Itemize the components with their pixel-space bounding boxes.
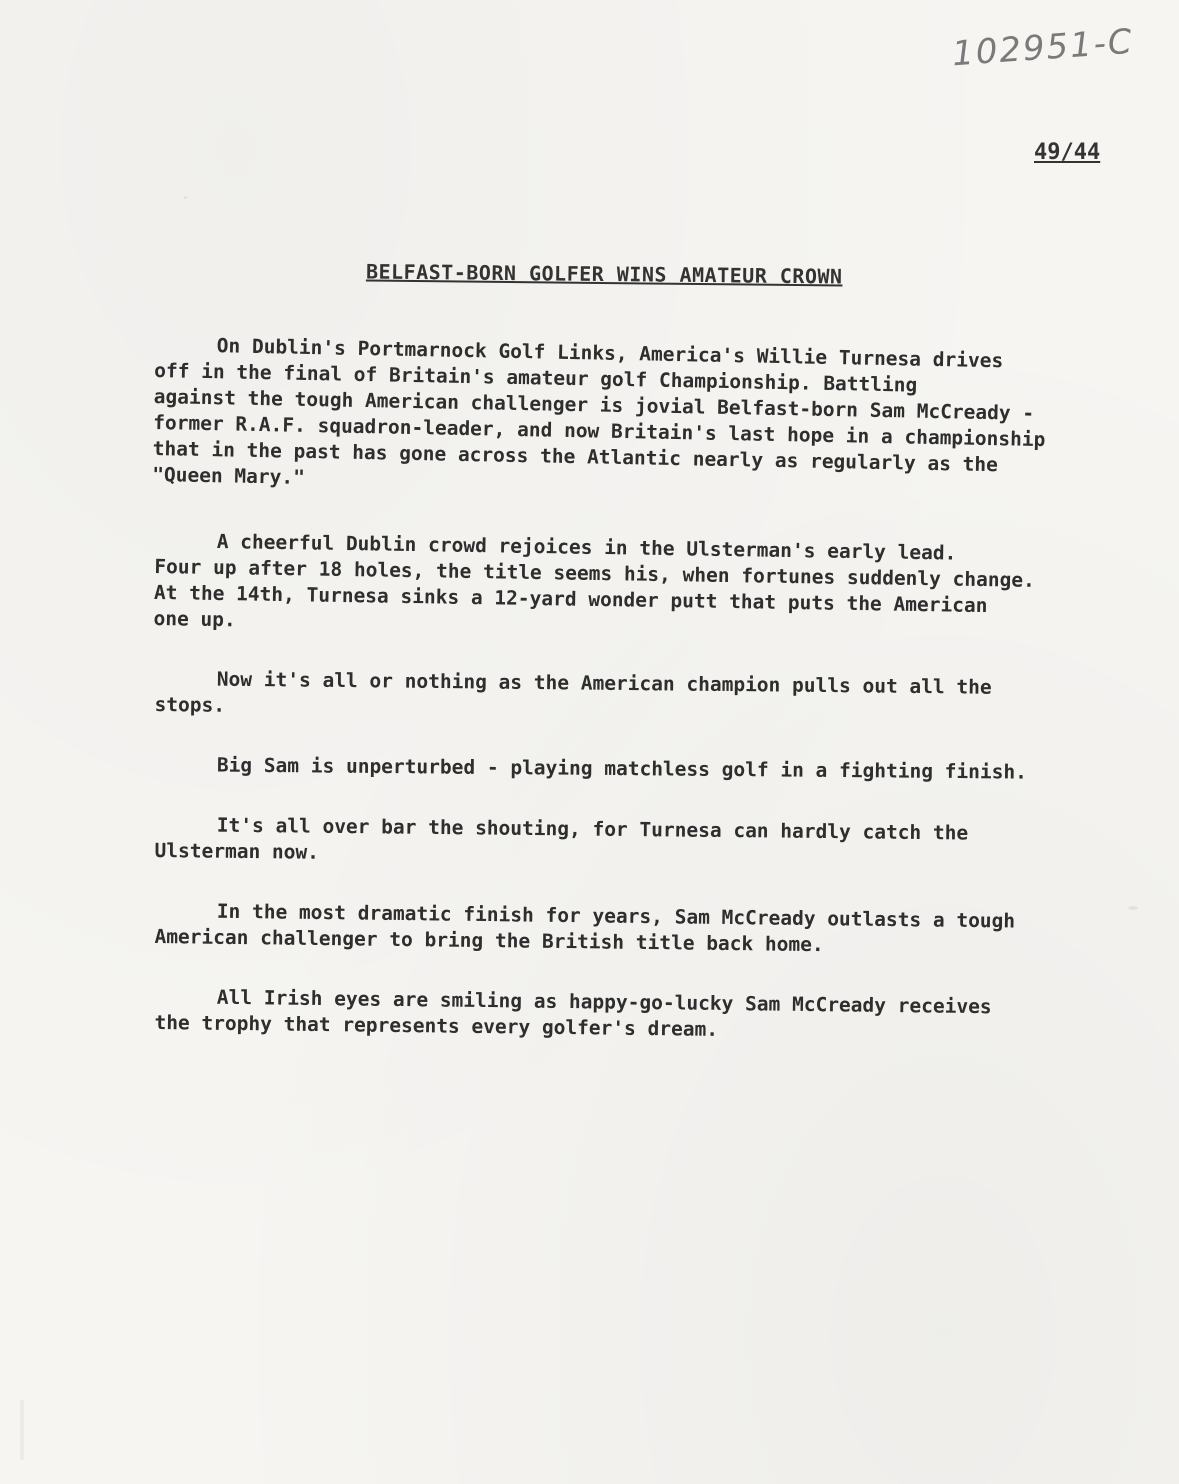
paragraph-3-text: Now it's all or nothing as the American champion pulls out all the stops. xyxy=(154,667,992,717)
paragraph-5 xyxy=(154,812,1114,874)
paragraph-2 xyxy=(153,528,1115,647)
handwritten-reference-number: 102951-C xyxy=(950,21,1135,75)
paragraph-6 xyxy=(154,898,1115,962)
paper-smudge xyxy=(184,196,187,199)
paragraph-3 xyxy=(154,666,1114,728)
paragraph-5-text: It's all over bar the shouting, for Turnesa can hardly catch the Ulsterman now. xyxy=(154,813,969,864)
paper-smudge xyxy=(1128,906,1138,910)
paragraph-6-text: In the most dramatic finish for years, Sam McCready outlasts a tough American challenger to bring the British title back home. xyxy=(154,899,1016,957)
paper-smudge xyxy=(20,1400,24,1460)
paragraph-7-text: All Irish eyes are smiling as happy-go-lucky Sam McCready receives the trophy that represents every golfer's dream. xyxy=(154,985,992,1041)
headline: BELFAST-BORN GOLFER WINS AMATEUR CROWN xyxy=(365,259,843,289)
article-body xyxy=(152,332,1115,1070)
paragraph-1 xyxy=(152,332,1115,506)
page-number: 49/44 xyxy=(1034,140,1101,165)
paragraph-4 xyxy=(155,752,1115,786)
paragraph-7 xyxy=(154,984,1115,1048)
paragraph-1-text: On Dublin's Portmarnock Golf Links, America's Willie Turnesa drives off in the final of Britain's amateur golf Championship. Battling against the tough American challenger is jovial Belfast-born Sam McCready - former R.A.F. squadron-leader, and now Britain's last hope in a championship that in the past has gone across the Atlantic nearly as regularly as the "Queen Mary." xyxy=(152,334,1046,489)
paragraph-2-text: A cheerful Dublin crowd rejoices in the Ulsterman's early lead. Four up after 18 holes, the title seems his, when fortunes suddenly change. At the 14th, Turnesa sinks a 12-yard wonder putt that puts the American one up. xyxy=(153,529,1035,632)
paragraph-4-text: Big Sam is unperturbed - playing matchless golf in a fighting finish. xyxy=(216,753,1028,784)
